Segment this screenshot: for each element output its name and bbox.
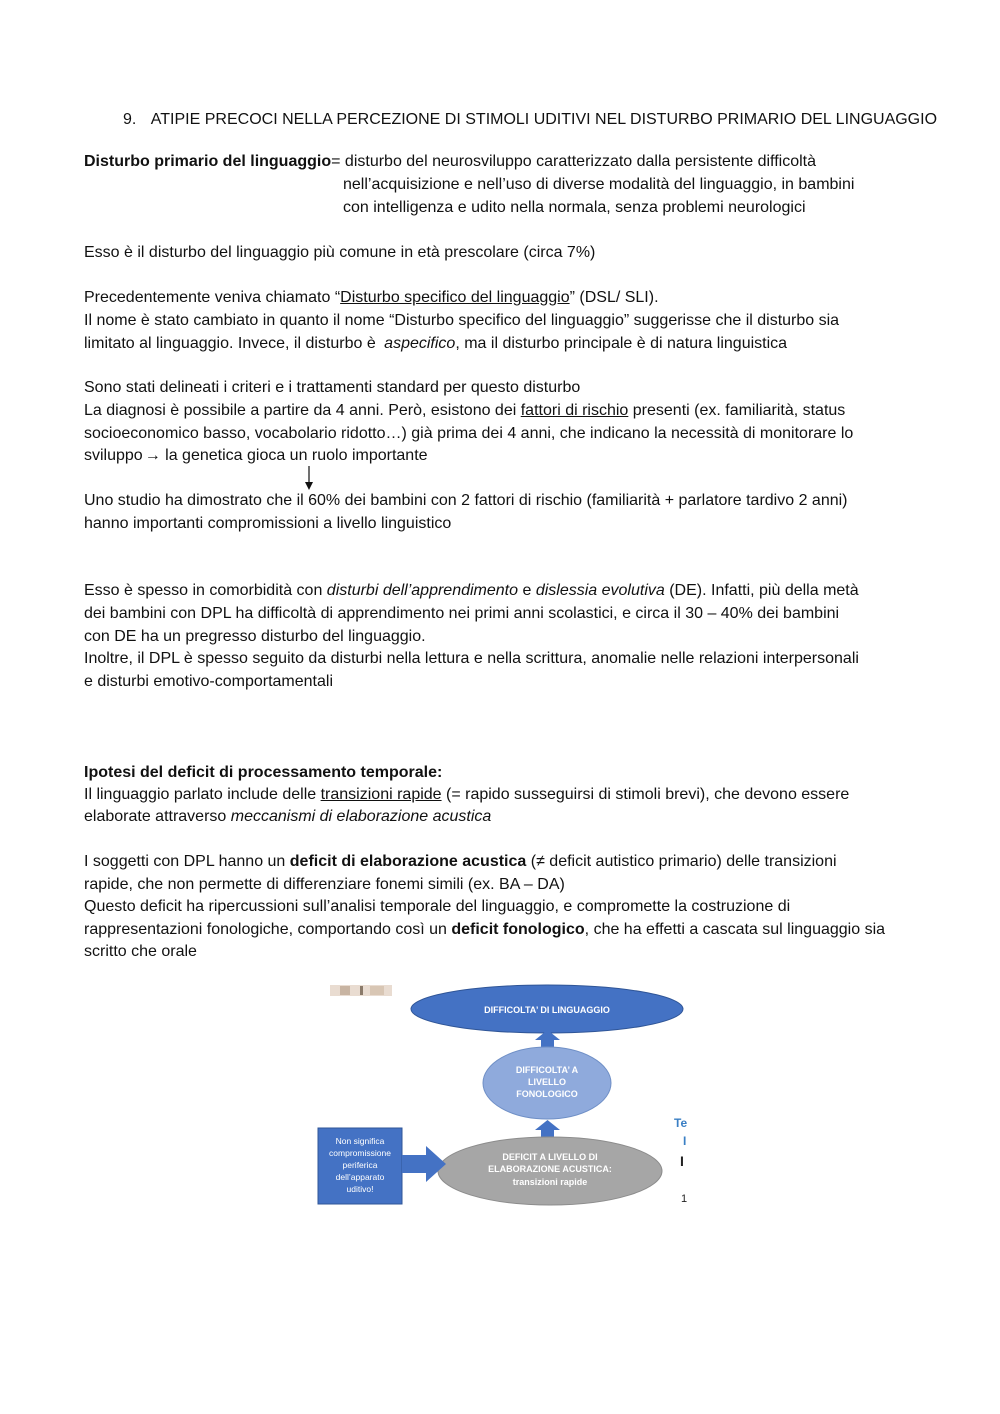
deficit-bold: deficit fonologico	[451, 921, 585, 938]
naming-line-3	[84, 333, 787, 355]
phonological-label-2: LIVELLO	[528, 1077, 566, 1087]
heading-number: 9.	[123, 111, 137, 128]
deficit-text: , che ha effetti a cascata sul linguaggio sia	[584, 921, 886, 938]
comorbidity-line-2: dei bambini con DPL ha difficoltà di apprendimento nei primi anni scolastici, e circa il 30 – 40% dei bambini	[84, 605, 840, 622]
comorbidity-line-3: con DE ha un pregresso disturbo del linguaggio.	[84, 628, 426, 645]
deficit-line-4	[84, 919, 885, 941]
deficit-bold: deficit di elaborazione acustica	[289, 853, 527, 870]
cropped-text-3: I	[680, 1153, 684, 1169]
comorbidity-italic: disturbi dell’apprendimento	[326, 582, 519, 599]
hypothesis-text: elaborate attraverso	[84, 808, 231, 825]
acoustic-label-3: transizioni rapide	[512, 1177, 588, 1187]
hypothesis-italic: meccanismi di elaborazione acustica	[230, 808, 492, 825]
comorbidity-line-5: e disturbi emotivo-comportamentali	[84, 673, 333, 690]
criteria-line-3: socioeconomico basso, vocabolario ridotto…) già prima dei 4 anni, che indicano la necessità di monitorare lo	[84, 425, 854, 442]
hypothesis-title: Ipotesi del deficit di processamento temporale:	[84, 764, 443, 781]
criteria-text: La diagnosi è possibile a partire da 4 anni. Però, esistono dei	[84, 402, 521, 419]
photo-fragment	[330, 985, 392, 996]
prevalence-text: Esso è il disturbo del linguaggio più comune in età prescolare (circa 7%)	[84, 244, 596, 261]
criteria-text: la genetica gioca un ruolo importante	[160, 447, 428, 464]
study-line-2: hanno importanti compromissioni a livello linguistico	[84, 515, 452, 532]
deficit-text: rappresentazioni fonologiche, comportando così un	[84, 921, 452, 938]
deficit-text: I soggetti con DPL hanno un	[84, 853, 290, 870]
down-arrow-icon	[303, 466, 315, 492]
criteria-text: sviluppo	[84, 447, 143, 464]
deficit-line-1	[84, 851, 837, 873]
criteria-underlined: fattori di rischio	[520, 402, 629, 419]
naming-line-1	[84, 287, 659, 309]
note-line-1: Non significa	[335, 1136, 385, 1146]
comorbidity-text: (DE). Infatti, più della metà	[664, 582, 859, 599]
hypothesis-line-2	[84, 806, 491, 828]
language-difficulty-label: DIFFICOLTA’ DI LINGUAGGIO	[484, 1005, 610, 1015]
criteria-line-1: Sono stati delineati i criteri e i trattamenti standard per questo disturbo	[84, 379, 581, 396]
hypothesis-text: (= rapido susseguirsi di stimoli brevi), che devono essere	[441, 786, 850, 803]
criteria-text: presenti (ex. familiarità, status	[628, 402, 846, 419]
comorbidity-italic: dislessia evolutiva	[535, 582, 665, 599]
criteria-line-4	[84, 445, 428, 467]
deficit-diagram	[310, 980, 690, 1215]
note-line-4: dell’apparato	[335, 1172, 385, 1182]
definition-line-2: nell’acquisizione e nell’uso di diverse modalità del linguaggio, in bambini	[343, 176, 855, 193]
cropped-text-4: 1	[681, 1193, 688, 1205]
deficit-line-5: scritto che orale	[84, 943, 197, 960]
note-line-2: compromissione	[329, 1148, 391, 1158]
heading-text: ATIPIE PRECOCI NELLA PERCEZIONE DI STIMOLI UDITIVI NEL DISTURBO PRIMARIO DEL LINGUAGGIO	[150, 111, 938, 128]
comorbidity-line-4: Inoltre, il DPL è spesso seguito da disturbi nella lettura e nella scrittura, anomalie nelle relazioni interpersonali	[84, 650, 859, 667]
deficit-text: (≠ deficit autistico primario) delle transizioni	[526, 853, 837, 870]
section-heading	[123, 109, 937, 131]
deficit-line-2: rapide, che non permette di differenziare fonemi simili (ex. BA – DA)	[84, 876, 565, 893]
comorbidity-text: Esso è spesso in comorbidità con	[84, 582, 327, 599]
deficit-line-3: Questo deficit ha ripercussioni sull’analisi temporale del linguaggio, e compromette la costruzione di	[84, 898, 791, 915]
definition-line-1	[84, 151, 816, 173]
naming-text: limitato al linguaggio. Invece, il disturbo è	[84, 335, 381, 352]
definition-term: Disturbo primario del linguaggio	[84, 153, 332, 170]
note-line-5: uditivo!	[346, 1184, 374, 1194]
hypothesis-line-1	[84, 784, 849, 806]
phonological-label-3: FONOLOGICO	[516, 1089, 578, 1099]
right-arrow-icon: →	[144, 447, 161, 464]
cropped-text-1: Te	[674, 1116, 688, 1130]
comorbidity-line-1	[84, 580, 859, 602]
cropped-text-2: I	[683, 1134, 687, 1148]
naming-italic: aspecifico	[384, 335, 456, 352]
criteria-line-2	[84, 400, 845, 422]
naming-line-2: Il nome è stato cambiato in quanto il nome “Disturbo specifico del linguaggio” suggerisse che il disturbo sia	[84, 312, 840, 329]
definition-line-3: con intelligenza e udito nella normala, senza problemi neurologici	[343, 199, 806, 216]
naming-text: ” (DSL/ SLI).	[569, 289, 659, 306]
acoustic-label-1: DEFICIT A LIVELLO DI	[502, 1152, 598, 1162]
naming-text: Precedentemente veniva chiamato “	[84, 289, 341, 306]
study-line-1: Uno studio ha dimostrato che il 60% dei bambini con 2 fattori di rischio (familiarità + parlatore tardivo 2 anni)	[84, 492, 848, 509]
acoustic-label-2: ELABORAZIONE ACUSTICA:	[488, 1164, 612, 1174]
phonological-label-1: DIFFICOLTA’ A	[515, 1065, 579, 1075]
hypothesis-underlined: transizioni rapide	[320, 786, 442, 803]
naming-underlined: Disturbo specifico del linguaggio	[340, 289, 570, 306]
note-line-3: periferica	[342, 1160, 378, 1170]
comorbidity-text: e	[518, 582, 536, 599]
definition-text: = disturbo del neurosviluppo caratterizzato dalla persistente difficoltà	[331, 153, 816, 170]
naming-text: , ma il disturbo principale è di natura linguistica	[455, 335, 788, 352]
hypothesis-text: Il linguaggio parlato include delle	[84, 786, 321, 803]
